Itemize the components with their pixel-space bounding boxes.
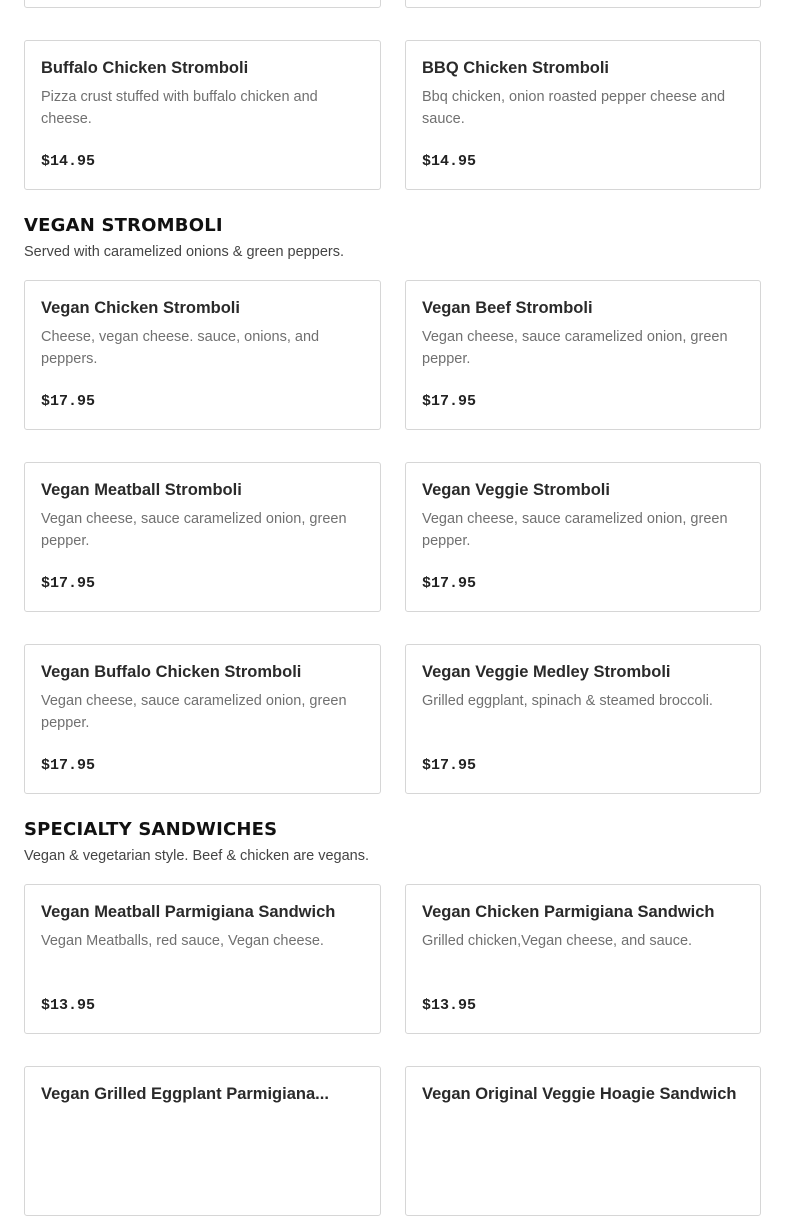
item-price: $17.95 xyxy=(41,575,96,592)
section-subtitle: Served with caramelized onions & green peppers. xyxy=(24,244,344,260)
item-name: Vegan Veggie Medley Stromboli xyxy=(422,663,671,681)
item-name: Vegan Original Veggie Hoagie Sandwich xyxy=(422,1085,737,1103)
menu-item-card[interactable] xyxy=(405,884,761,1034)
item-price: $17.95 xyxy=(422,393,477,410)
item-description: Pizza crust stuffed with buffalo chicken and cheese. xyxy=(41,89,318,127)
item-name: Vegan Meatball Stromboli xyxy=(41,481,242,499)
menu-item-card[interactable] xyxy=(24,644,381,794)
item-price: $17.95 xyxy=(41,393,96,410)
item-price: $13.95 xyxy=(422,997,477,1014)
item-price: $17.95 xyxy=(41,757,96,774)
item-name: Vegan Chicken Parmigiana Sandwich xyxy=(422,903,715,921)
menu-item-card[interactable] xyxy=(24,884,381,1034)
item-name: Buffalo Chicken Stromboli xyxy=(41,59,249,77)
item-name: Vegan Grilled Eggplant Parmigiana... xyxy=(41,1085,329,1103)
item-name: Vegan Chicken Stromboli xyxy=(41,299,240,317)
menu-item-card-cutoff-left[interactable] xyxy=(24,0,381,8)
item-description: Vegan cheese, sauce caramelized onion, green pepper. xyxy=(41,511,347,549)
item-description: Vegan cheese, sauce caramelized onion, green pepper. xyxy=(422,511,728,549)
menu-item-card[interactable] xyxy=(405,40,761,190)
item-name: BBQ Chicken Stromboli xyxy=(422,59,610,77)
item-name: Vegan Buffalo Chicken Stromboli xyxy=(41,663,302,681)
section-title: VEGAN STROMBOLI xyxy=(24,215,223,236)
menu-item-card[interactable] xyxy=(24,1066,381,1216)
menu-item-card[interactable] xyxy=(24,280,381,430)
item-price: $14.95 xyxy=(41,153,96,170)
item-price: $17.95 xyxy=(422,757,477,774)
item-description: Vegan cheese, sauce caramelized onion, green pepper. xyxy=(422,329,728,367)
item-price: $14.95 xyxy=(422,153,477,170)
item-description: Cheese, vegan cheese. sauce, onions, and peppers. xyxy=(41,329,320,367)
item-description: Grilled eggplant, spinach & steamed broccoli. xyxy=(422,693,713,709)
item-name: Vegan Beef Stromboli xyxy=(422,299,593,317)
item-price: $17.95 xyxy=(422,575,477,592)
item-price: $13.95 xyxy=(41,997,96,1014)
item-name: Vegan Veggie Stromboli xyxy=(422,481,610,499)
item-name: Vegan Meatball Parmigiana Sandwich xyxy=(41,903,336,921)
item-description: Grilled chicken,Vegan cheese, and sauce. xyxy=(422,933,693,949)
item-description: Vegan cheese, sauce caramelized onion, green pepper. xyxy=(41,693,347,731)
item-description: Bbq chicken, onion roasted pepper cheese and sauce. xyxy=(422,89,726,127)
menu-item-card[interactable] xyxy=(405,1066,761,1216)
menu-item-card[interactable] xyxy=(405,280,761,430)
menu-item-card-cutoff-right[interactable] xyxy=(405,0,761,8)
menu-item-card[interactable] xyxy=(24,462,381,612)
menu-item-card[interactable] xyxy=(405,644,761,794)
section-title: SPECIALTY SANDWICHES xyxy=(24,819,278,840)
menu-item-card[interactable] xyxy=(405,462,761,612)
item-description: Vegan Meatballs, red sauce, Vegan cheese. xyxy=(41,933,324,949)
section-subtitle: Vegan & vegetarian style. Beef & chicken are vegans. xyxy=(24,848,369,864)
menu-item-card[interactable] xyxy=(24,40,381,190)
